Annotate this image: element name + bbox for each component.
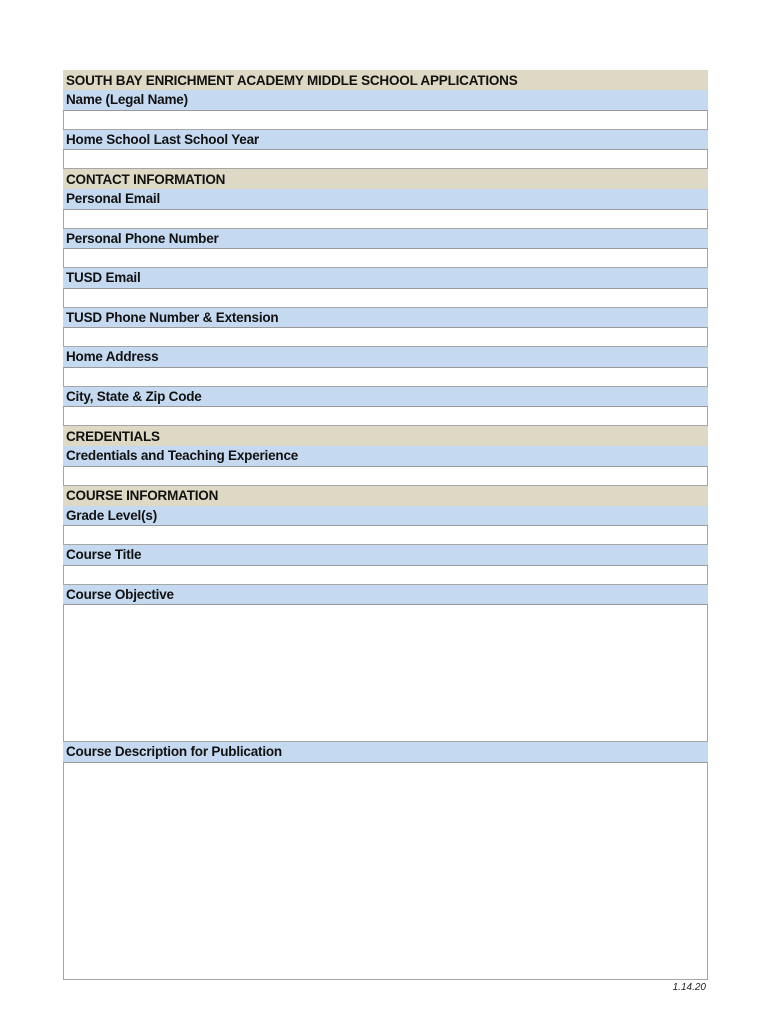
credentials-experience-label: Credentials and Teaching Experience [63, 446, 708, 466]
course-description-field[interactable] [63, 762, 708, 980]
home-address-label: Home Address [63, 347, 708, 367]
contact-section-heading: CONTACT INFORMATION [63, 169, 708, 189]
city-state-zip-label: City, State & Zip Code [63, 387, 708, 407]
home-school-field[interactable] [63, 149, 708, 169]
tusd-phone-field[interactable] [63, 327, 708, 347]
course-objective-label: Course Objective [63, 585, 708, 605]
course-section-heading: COURSE INFORMATION [63, 486, 708, 506]
personal-phone-label: Personal Phone Number [63, 229, 708, 249]
city-state-zip-field[interactable] [63, 406, 708, 426]
form-title: SOUTH BAY ENRICHMENT ACADEMY MIDDLE SCHOOL APPLICATIONS [63, 70, 708, 90]
home-address-field[interactable] [63, 367, 708, 387]
grade-levels-label: Grade Level(s) [63, 506, 708, 526]
course-description-label: Course Description for Publication [63, 742, 708, 762]
tusd-email-label: TUSD Email [63, 268, 708, 288]
tusd-email-field[interactable] [63, 288, 708, 308]
tusd-phone-label: TUSD Phone Number & Extension [63, 308, 708, 328]
personal-email-field[interactable] [63, 209, 708, 229]
legal-name-field[interactable] [63, 110, 708, 130]
home-school-label: Home School Last School Year [63, 130, 708, 150]
credentials-experience-field[interactable] [63, 466, 708, 486]
course-title-field[interactable] [63, 565, 708, 585]
credentials-section-heading: CREDENTIALS [63, 426, 708, 446]
grade-levels-field[interactable] [63, 525, 708, 545]
legal-name-label: Name (Legal Name) [63, 90, 708, 110]
course-title-label: Course Title [63, 545, 708, 565]
version-label: 1.14.20 [672, 982, 706, 993]
personal-email-label: Personal Email [63, 189, 708, 209]
application-form [63, 70, 708, 980]
personal-phone-field[interactable] [63, 248, 708, 268]
course-objective-field[interactable] [63, 604, 708, 742]
